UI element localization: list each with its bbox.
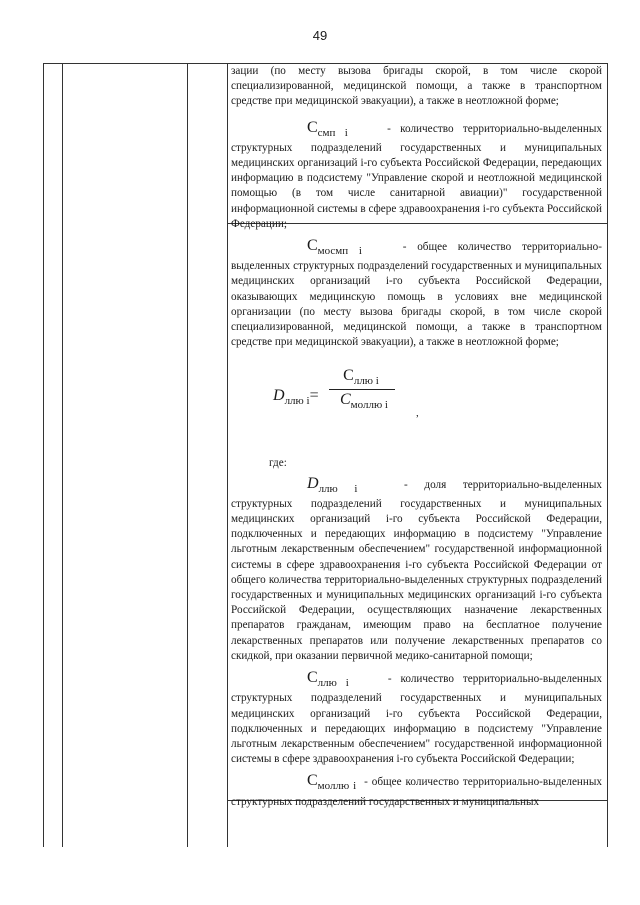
column-divider [62, 64, 63, 847]
symbol: C [307, 772, 318, 790]
column-divider [227, 64, 228, 847]
formula-denominator: $C_{моллю i}$ [340, 391, 388, 412]
definition-text: - общее количество территориально-выделенных структурных подразделений государственных и муниципальных [231, 776, 602, 808]
symbol-subscript: ллю i [317, 677, 349, 690]
symbol: D [307, 474, 319, 492]
definition-share [231, 476, 602, 664]
table-cell-content [231, 64, 602, 810]
symbol-subscript: мосмп i [317, 245, 362, 258]
definition-smp [231, 120, 602, 232]
formula-numerator: $C_{ллю i}$ [343, 367, 379, 388]
definition-text: - количество территориально-выделенных структурных подразделений государственных и муниципальных медицинских организаций i-го субъекта Российской Федерации, передающих информацию в подсистему "Управление скорой и неотложной медицинской помощью (в том числе санитарной авиации)" государственной информационной системы в сфере здравоохранения i-го субъекта Российской Федерации; [231, 122, 602, 230]
symbol: C [307, 118, 318, 136]
definition-text: - доля территориально-выделенных структурных подразделений государственных и муниципальных медицинских организаций i-го субъекта Российской Федерации, подключенных и передающих информацию в подсистему "Управление льготным лекарственным обеспечением" государственной информационной системы в сфере здравоохранения i-го субъекта Российской Федерации от общего количества территориально-выделенных структурных подразделений государственных и муниципальных медицинских организаций i-го субъекта Российской Федерации, осуществляющих назначение лекарственных препаратов гражданам, имеющим право на бесплатное получение лекарственных препаратов или получение лекарственных препаратов со скидкой, при оказании первичной медико-санитарной помощи; [231, 478, 602, 662]
symbol-subscript: ллю i [318, 482, 358, 495]
definition-mollo [231, 773, 602, 809]
paragraph: зации (по месту вызова бригады скорой, в том числе скорой специализированной, медицинской помощи, а также в транспортном средстве при медицинской эвакуации), а также в неотложной форме; [231, 65, 602, 108]
formula-lhs: $D_{ллю i}=$ [273, 387, 319, 408]
formula-comma: , [416, 407, 419, 420]
where-label: где: [269, 457, 287, 470]
symbol-subscript: моллю i [317, 780, 357, 793]
column-divider [187, 64, 188, 847]
symbol: C [307, 669, 318, 687]
formula [231, 366, 602, 438]
symbol: C [307, 237, 318, 255]
definition-mosmp [231, 238, 602, 350]
fraction-bar [329, 389, 395, 390]
definition-text: - общее количество территориально-выделенных структурных подразделений государственных и муниципальных медицинских организаций i-го субъекта Российской Федерации, оказывающих медицинскую помощь в условиях вне медицинской организации (по месту вызова бригады скорой, в том числе скорой специализированной, медицинской помощи, а также в транспортном средстве при медицинской эвакуации), а также в неотложной форме; [231, 241, 602, 349]
definition-text: - количество территориально-выделенных структурных подразделений государственных и муниципальных медицинских организаций i-го субъекта Российской Федерации, подключенных и передающих информацию в подсистему "Управление льготным лекарственным обеспечением" государственной информационной системы в сфере здравоохранения i-го субъекта Российской Федерации; [231, 673, 602, 766]
page-number: 49 [312, 28, 328, 43]
symbol-subscript: смп i [317, 126, 348, 139]
definition-llo [231, 670, 602, 767]
